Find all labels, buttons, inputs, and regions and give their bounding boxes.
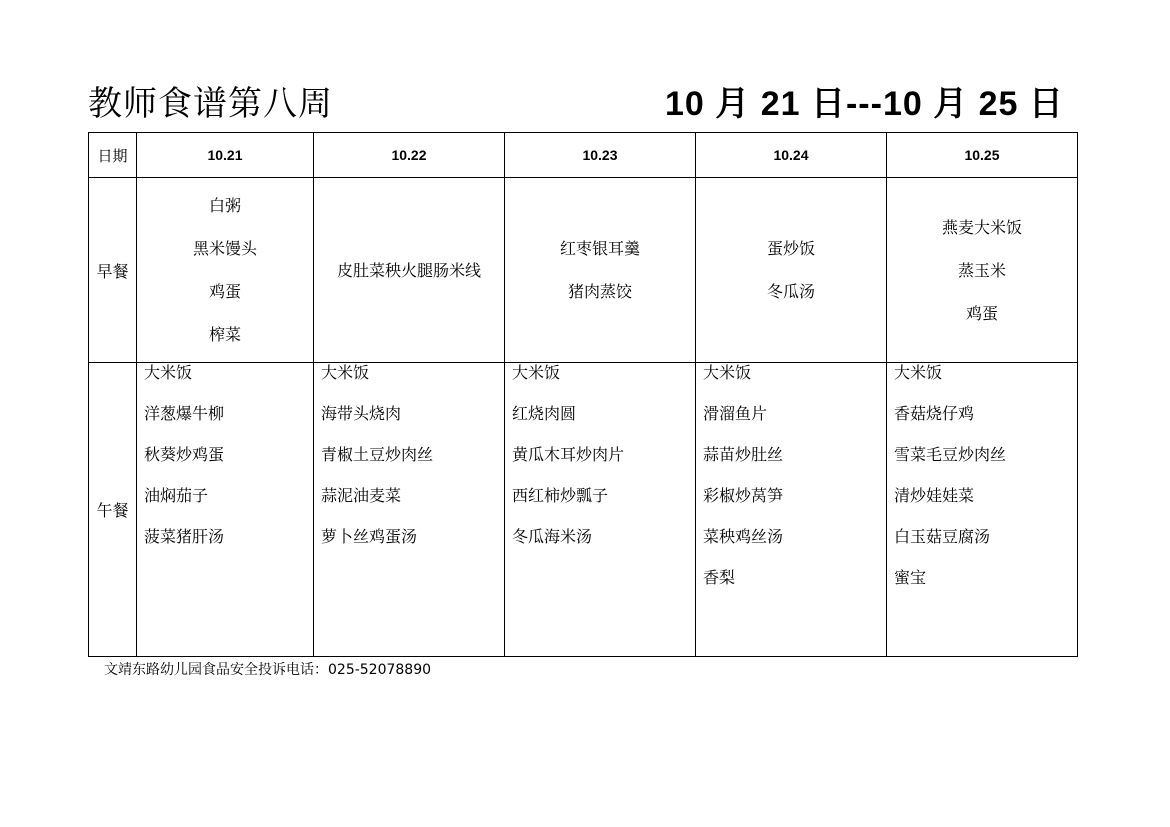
menu-item: 萝卜丝鸡蛋汤 bbox=[321, 527, 418, 546]
menu-item: 西红柿炒瓢子 bbox=[512, 486, 609, 505]
breakfast-row bbox=[89, 178, 1078, 363]
menu-item: 白玉菇豆腐汤 bbox=[894, 527, 991, 546]
breakfast-cell bbox=[137, 178, 314, 363]
menu-item: 雪菜毛豆炒肉丝 bbox=[894, 445, 1007, 464]
menu-item: 油焖茄子 bbox=[144, 486, 209, 505]
menu-item: 蒸玉米 bbox=[957, 260, 1006, 280]
date-header: 10.21 bbox=[137, 133, 314, 178]
menu-item: 菜秧鸡丝汤 bbox=[703, 527, 784, 546]
date-range: 10 月 21 日---10 月 25 日 bbox=[665, 85, 1064, 123]
header-row bbox=[89, 133, 1078, 178]
menu-item: 黄瓜木耳炒肉片 bbox=[512, 445, 625, 464]
breakfast-cell bbox=[696, 178, 887, 363]
menu-item: 皮肚菜秧火腿肠米线 bbox=[336, 260, 481, 280]
date-header-label: 日期 bbox=[89, 133, 137, 178]
menu-item: 大米饭 bbox=[144, 363, 193, 382]
menu-item: 蒜苗炒肚丝 bbox=[703, 445, 784, 464]
menu-item: 滑溜鱼片 bbox=[703, 404, 768, 423]
lunch-cell bbox=[696, 363, 887, 657]
menu-item: 燕麦大米饭 bbox=[941, 217, 1022, 237]
lunch-label: 午餐 bbox=[89, 363, 137, 657]
complaint-hotline: 文靖东路幼儿园食品安全投诉电话：025-52078890 bbox=[104, 662, 432, 678]
menu-item: 大米饭 bbox=[321, 363, 370, 382]
menu-item: 菠菜猪肝汤 bbox=[144, 527, 225, 546]
menu-item: 香梨 bbox=[703, 568, 736, 587]
menu-item: 冬瓜海米汤 bbox=[512, 527, 593, 546]
menu-item: 蛋炒饭 bbox=[766, 239, 815, 258]
menu-item: 白粥 bbox=[208, 196, 241, 215]
menu-item: 冬瓜汤 bbox=[766, 282, 815, 301]
menu-item: 大米饭 bbox=[703, 363, 752, 382]
menu-item: 彩椒炒莴笋 bbox=[703, 486, 784, 505]
menu-table bbox=[88, 132, 1078, 657]
breakfast-cell bbox=[887, 178, 1078, 363]
menu-item: 洋葱爆牛柳 bbox=[144, 404, 225, 423]
breakfast-label: 早餐 bbox=[89, 178, 137, 363]
menu-item: 秋葵炒鸡蛋 bbox=[144, 445, 225, 464]
date-header: 10.23 bbox=[505, 133, 696, 178]
page-title: 教师食谱第八周 bbox=[88, 84, 333, 124]
date-header: 10.22 bbox=[314, 133, 505, 178]
menu-item: 清炒娃娃菜 bbox=[894, 486, 975, 505]
menu-item: 猪肉蒸饺 bbox=[567, 282, 632, 301]
menu-item: 香菇烧仔鸡 bbox=[894, 404, 975, 423]
menu-item: 红烧肉圆 bbox=[512, 404, 577, 423]
menu-item: 大米饭 bbox=[512, 363, 561, 382]
lunch-row bbox=[89, 363, 1078, 657]
menu-item: 蒜泥油麦菜 bbox=[321, 486, 402, 505]
menu-item: 海带头烧肉 bbox=[321, 404, 402, 423]
menu-item: 蜜宝 bbox=[894, 568, 927, 587]
lunch-cell bbox=[314, 363, 505, 657]
menu-item: 榨菜 bbox=[208, 325, 241, 344]
menu-item: 大米饭 bbox=[894, 363, 943, 382]
lunch-cell bbox=[505, 363, 696, 657]
menu-item: 鸡蛋 bbox=[208, 282, 241, 301]
date-header: 10.24 bbox=[696, 133, 887, 178]
breakfast-cell bbox=[314, 178, 505, 363]
menu-item: 红枣银耳羹 bbox=[559, 239, 640, 258]
date-header: 10.25 bbox=[887, 133, 1078, 178]
lunch-cell bbox=[137, 363, 314, 657]
lunch-cell bbox=[887, 363, 1078, 657]
menu-item: 青椒土豆炒肉丝 bbox=[321, 445, 434, 464]
breakfast-cell bbox=[505, 178, 696, 363]
menu-item: 鸡蛋 bbox=[965, 303, 998, 323]
menu-item: 黑米馒头 bbox=[192, 239, 257, 258]
